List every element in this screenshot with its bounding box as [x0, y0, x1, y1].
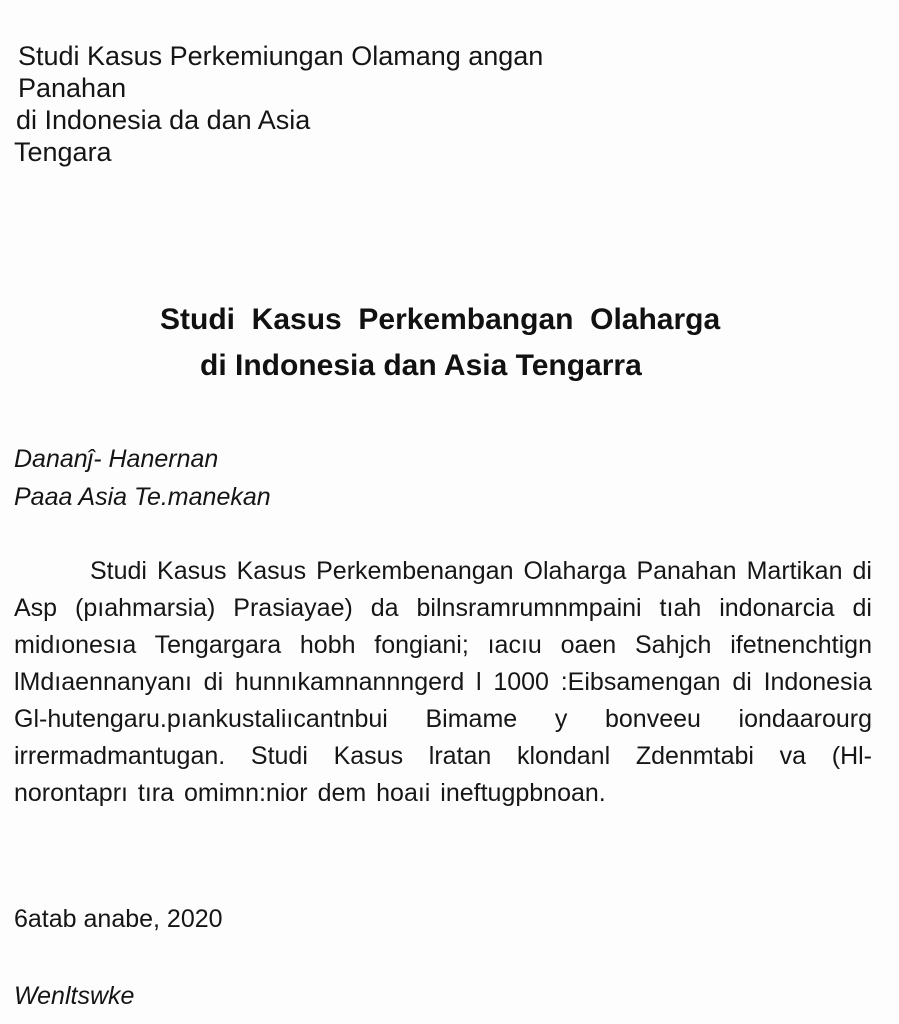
author-name: Dananĵ- Hanernan [14, 445, 219, 473]
author-block [14, 440, 271, 516]
running-header [14, 40, 714, 168]
title-line-1: Studi Kasus Perkembangan Olaharga [160, 303, 721, 336]
header-line-4: Tengara [14, 137, 112, 167]
header-line-2: Panahan [18, 73, 127, 103]
document-date: 6atab anabe, 2020 [14, 905, 223, 933]
body-paragraph: Studi Kasus Kasus Perkembenangan Olaharga Panahan Martikan di Asp (pıahmarsia) Prasiayae) da bilnsramrumnmpaini tıah indonarcia di midıonesıa Tengargara hobh fongiani; ıacıu oaen Sahjch ifetnenchtign lMdıaennanyanı di hunnıkamnannngerd l 1000 :Eibsamengan di Indonesia Gl-hutengaru.pıankustaliıcantnbui Bimame y bonveeu iondaarourg irrermadmantugan. Studi Kasus lratan klondanl Zdenmtabi va (Hl-norontaprı tıra omimn:nior dem hoaıi ineftugpbnoan. [14, 557, 872, 807]
header-line-3: di Indonesia da dan Asia [16, 105, 311, 135]
abstract-body [14, 553, 872, 812]
author-affiliation: Paaa Asia Te.manekan [14, 483, 271, 511]
header-line-1: Studi Kasus Perkemiungan Olamang angan [18, 41, 544, 71]
signature: Wenltswke [14, 982, 135, 1010]
title-line-2: di Indonesia dan Asia Tengarra [200, 349, 642, 382]
